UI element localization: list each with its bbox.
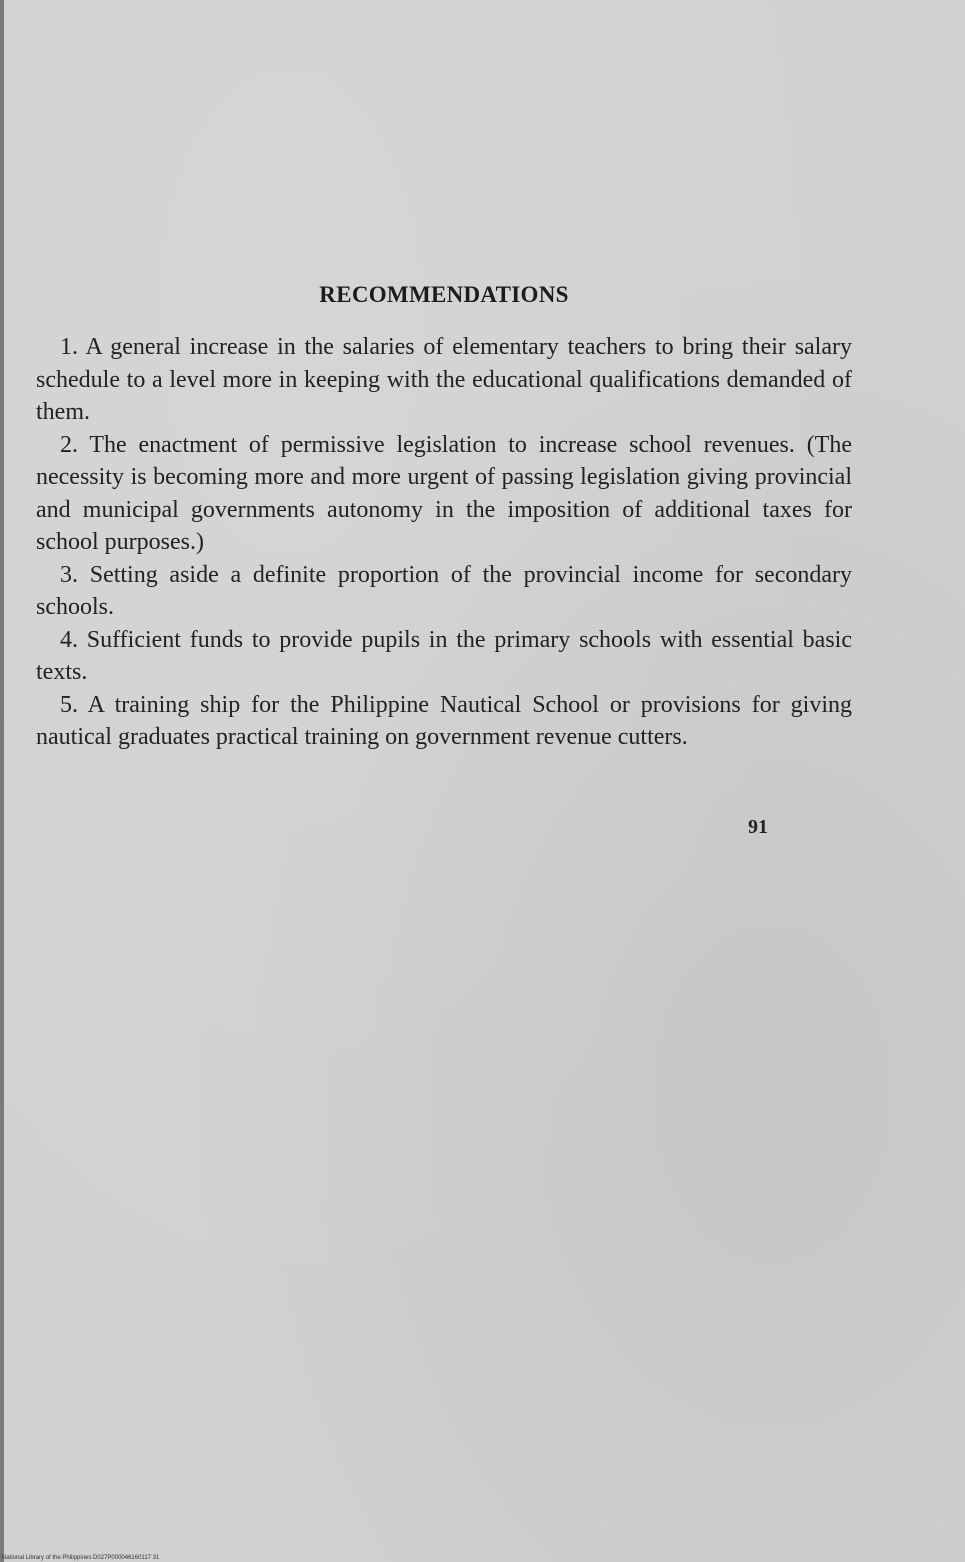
recommendation-item: 4. Sufficient funds to provide pupils in the primary schools with essential basic texts.	[36, 626, 852, 685]
page-edge-shadow	[0, 0, 4, 1562]
library-credit: National Library of the Philippines D027P000046160117 31	[2, 1555, 160, 1561]
recommendation-item: 2. The enactment of permissive legislation to increase school revenues. (The necessity is becoming more and more urgent of passing legislation giving provincial and municipal governments autonomy in the imposition of additional taxes for school purposes.)	[36, 431, 852, 555]
recommendations-list	[36, 331, 852, 754]
section-heading: RECOMMENDATIONS	[319, 282, 569, 307]
page-number: 91	[748, 816, 768, 838]
recommendation-item: 1. A general increase in the salaries of elementary teachers to bring their salary schedule to a level more in keeping with the educational qualifications demanded of them.	[36, 334, 852, 425]
recommendation-item: 5. A training ship for the Philippine Nautical School or provisions for giving nautical graduates practical training on government revenue cutters.	[36, 691, 852, 750]
recommendation-item: 3. Setting aside a definite proportion of the provincial income for secondary schools.	[36, 561, 852, 620]
